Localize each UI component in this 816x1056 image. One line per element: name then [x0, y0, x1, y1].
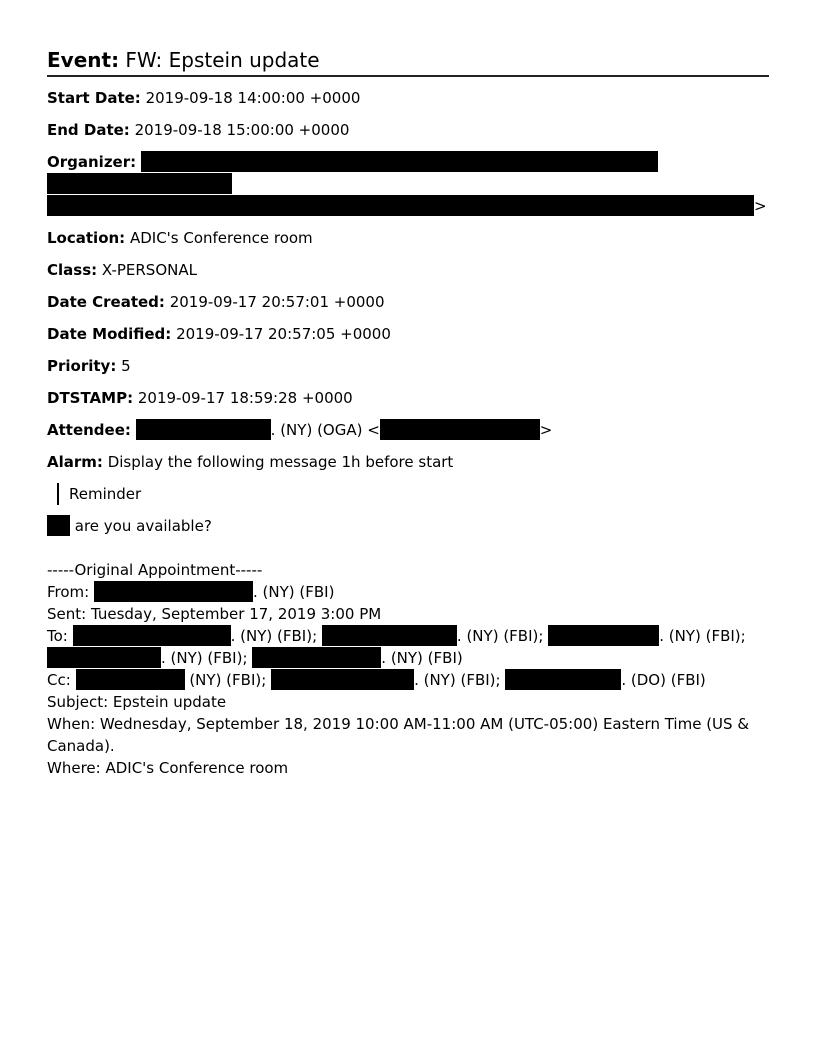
date-created-value: 2019-09-17 20:57:01 +0000 — [169, 293, 385, 311]
organizer-tail: > — [754, 197, 767, 215]
class-label: Class: — [47, 261, 98, 279]
cc-suffix: . (NY) (FBI); — [414, 671, 501, 689]
attendee-row — [47, 419, 769, 441]
to-suffix: . (NY) (FBI); — [161, 649, 248, 667]
original-when: When: Wednesday, September 18, 2019 10:00 AM-11:00 AM (UTC-05:00) Eastern Time (US & Canada). — [47, 715, 750, 755]
start-date-row — [47, 87, 769, 109]
organizer-block — [47, 151, 769, 217]
location-value: ADIC's Conference room — [129, 229, 313, 247]
alarm-row — [47, 451, 769, 473]
priority-row — [47, 355, 769, 377]
original-subject: Subject: Epstein update — [47, 693, 227, 711]
attendee-label: Attendee: — [47, 421, 131, 439]
original-to-row-2 — [47, 647, 769, 669]
cc-suffix: (NY) (FBI); — [184, 671, 267, 689]
to-suffix: . (NY) (FBI); — [230, 627, 318, 645]
organizer-label: Organizer: — [47, 153, 137, 171]
location-label: Location: — [47, 229, 126, 247]
event-title-row — [47, 46, 769, 77]
calendar-event-document — [47, 46, 769, 779]
redaction-bar — [47, 195, 754, 216]
redaction-bar — [252, 647, 381, 668]
original-appointment — [47, 559, 769, 779]
original-cc-row — [47, 669, 769, 691]
to-label: To: — [47, 627, 68, 645]
date-modified-row — [47, 323, 769, 345]
class-row — [47, 259, 769, 281]
dtstamp-label: DTSTAMP: — [47, 389, 134, 407]
redaction-bar — [73, 625, 231, 646]
body-text: are you available? — [70, 517, 212, 535]
date-created-row — [47, 291, 769, 313]
event-body-line — [47, 515, 769, 537]
to-suffix: . (NY) (FBI); — [659, 627, 746, 645]
class-value: X-PERSONAL — [101, 261, 197, 279]
date-modified-value: 2019-09-17 20:57:05 +0000 — [176, 325, 391, 343]
redaction-bar — [141, 151, 658, 172]
priority-label: Priority: — [47, 357, 117, 375]
redaction-bar — [136, 419, 271, 440]
end-date-row — [47, 119, 769, 141]
original-where: Where: ADIC's Conference room — [47, 759, 289, 777]
event-label: Event: — [47, 48, 120, 72]
redaction-bar — [47, 515, 70, 536]
dtstamp-value: 2019-09-17 18:59:28 +0000 — [137, 389, 353, 407]
priority-value: 5 — [121, 357, 131, 375]
start-date-value: 2019-09-18 14:00:00 +0000 — [145, 89, 361, 107]
redaction-bar — [271, 669, 414, 690]
alarm-value: Display the following message 1h before start — [107, 453, 454, 471]
redaction-bar — [322, 625, 457, 646]
redaction-bar — [505, 669, 621, 690]
from-label: From: — [47, 583, 90, 601]
original-sent: Sent: Tuesday, September 17, 2019 3:00 PM — [47, 605, 382, 623]
end-date-label: End Date: — [47, 121, 130, 139]
redaction-bar — [76, 669, 185, 690]
attendee-tail: > — [539, 421, 553, 439]
organizer-row-3 — [47, 195, 769, 217]
alarm-message: Reminder — [57, 483, 769, 505]
attendee-org: . (NY) (OGA) < — [270, 421, 380, 439]
date-modified-label: Date Modified: — [47, 325, 172, 343]
redaction-bar — [380, 419, 540, 440]
cc-suffix: . (DO) (FBI) — [621, 671, 706, 689]
original-from-row — [47, 581, 769, 603]
original-header: -----Original Appointment----- — [47, 561, 263, 579]
redaction-bar — [47, 647, 161, 668]
alarm-label: Alarm: — [47, 453, 103, 471]
event-title: FW: Epstein update — [125, 48, 320, 72]
redaction-bar — [94, 581, 253, 602]
dtstamp-row — [47, 387, 769, 409]
from-suffix: . (NY) (FBI) — [253, 583, 335, 601]
date-created-label: Date Created: — [47, 293, 165, 311]
location-row — [47, 227, 769, 249]
cc-label: Cc: — [47, 671, 71, 689]
end-date-value: 2019-09-18 15:00:00 +0000 — [134, 121, 350, 139]
to-suffix: . (NY) (FBI); — [456, 627, 544, 645]
redaction-bar — [548, 625, 659, 646]
organizer-row-2 — [47, 173, 769, 195]
to-suffix: . (NY) (FBI) — [381, 649, 463, 667]
start-date-label: Start Date: — [47, 89, 141, 107]
original-to-row — [47, 625, 769, 647]
organizer-row — [47, 151, 769, 173]
redaction-bar — [47, 173, 232, 194]
